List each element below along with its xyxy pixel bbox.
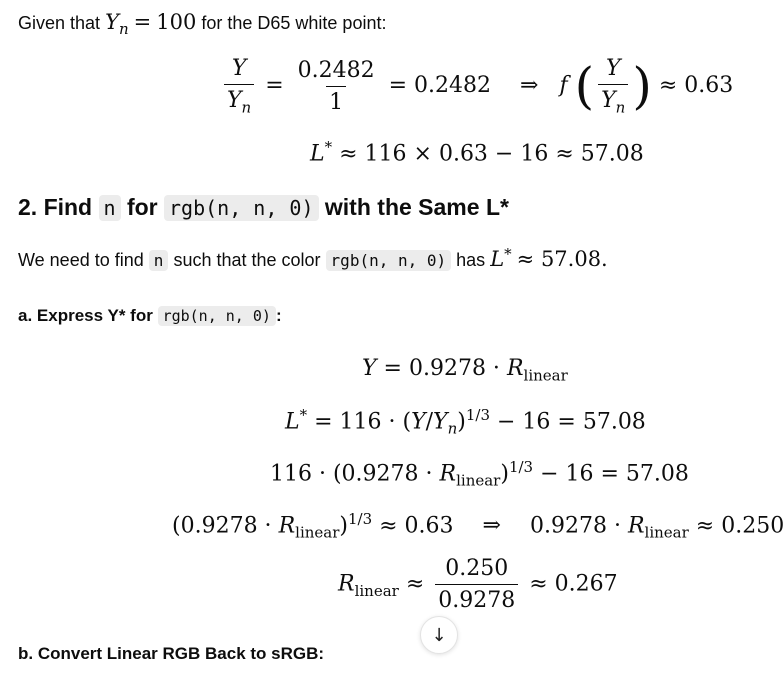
equation-lstar: L* ≈ 116 × 0.63 − 16 ≈ 57.08	[310, 138, 644, 167]
arrow-down-icon: ↓	[431, 624, 447, 646]
yn-value: 100	[156, 10, 197, 34]
math-equals: =	[133, 10, 152, 34]
implies-symbol: ⇒	[520, 73, 539, 99]
implies-symbol: ⇒	[482, 513, 501, 539]
scroll-down-button[interactable]	[420, 616, 458, 654]
f-approx: ≈ 0.63	[658, 73, 734, 99]
fraction-value: $\frac{0.2482}{1}$	[297, 57, 375, 115]
fraction-y-over-yn: $\frac{Y}{Y_n}$	[224, 56, 254, 116]
code-rgb: rgb(n, n, 0)	[164, 195, 319, 221]
fraction-r-linear: $\frac{0.250}{0.9278}$	[435, 556, 518, 613]
fraction-f-arg: $\frac{Y}{Y_n}$	[598, 56, 628, 116]
code-n: n	[99, 195, 121, 221]
subheading-convert-linear: b. Convert Linear RGB Back to sRGB:	[18, 644, 325, 663]
intro-given-text: Given that	[18, 13, 101, 33]
code-rgb: rgb(n, n, 0)	[158, 306, 276, 326]
ratio-result: = 0.2482	[388, 73, 492, 99]
equation-r-linear: $R_{linear}$ ≈ $\frac{0.250}{0.9278}$ ≈ 0.267	[338, 556, 618, 613]
intro-line	[18, 10, 386, 38]
equation-substituted: $116 \cdot (0.9278 \cdot R_{linear})^{1/3} - 16 = 57.08$	[270, 458, 689, 490]
equation-lstar-formula: $L^* = 116 \cdot (Y/Y_n)^{1/3} - 16 = 57.08$	[285, 406, 646, 438]
subheading-express-y: a. Express Y* for rgb(n, n, 0) :	[18, 306, 282, 325]
code-n: n	[149, 250, 169, 271]
section-heading-find-n: 2. Find n for rgb(n, n, 0) with the Same L*	[18, 194, 509, 220]
intro-for-text: for the D65 white point:	[201, 13, 387, 33]
paragraph-need-find: We need to find n such that the color rgb(n, n, 0) has L* ≈ 57.08.	[18, 245, 608, 271]
equation-solve: $(0.9278 \cdot R_{linear})^{1/3} \approx 0.63$ ⇒ $0.9278 \cdot R_{linear} \approx 0.250$	[172, 510, 784, 542]
equation-y-linear: $Y = 0.9278 \cdot R_{linear}$	[362, 356, 568, 385]
equation-ratio: $\frac{Y}{Y_n}$ = $\frac{0.2482}{1}$ = 0.2482 ⇒ f ( $\frac{Y}{Y_n}$ ) ≈ 0.63	[220, 56, 733, 116]
code-rgb: rgb(n, n, 0)	[326, 250, 452, 271]
math-Y: $Y_n$	[105, 10, 129, 39]
